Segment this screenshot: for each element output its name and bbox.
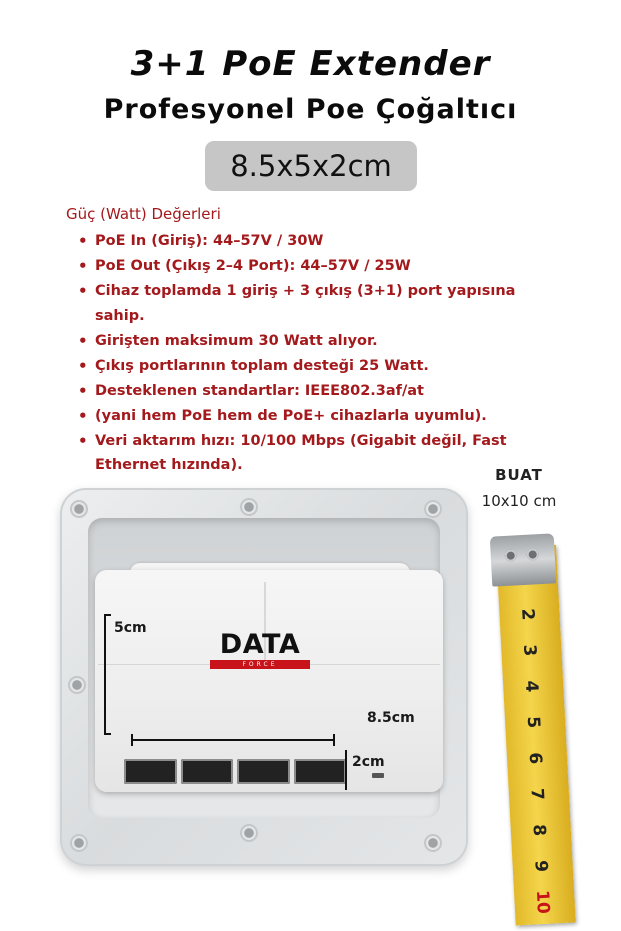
tape-number: 3 [519, 643, 540, 657]
brand-name: DATA [219, 629, 301, 660]
height-measure-cap [104, 733, 111, 735]
spec-list [76, 229, 546, 478]
spec-item: • Veri aktarım hızı: 10/100 Mbps (Gigabit değil, Fast Ethernet hızında). [76, 429, 546, 478]
dimensions-badge: 8.5x5x2cm [205, 141, 417, 191]
tape-number: 2 [517, 608, 538, 621]
ethernet-ports [124, 759, 346, 784]
screw-hole-icon [70, 834, 88, 852]
tape-number: 6 [524, 751, 546, 765]
ethernet-port-icon [237, 759, 290, 784]
width-measure-cap [131, 734, 133, 746]
height-label: 5cm [114, 620, 147, 636]
tape-number: 10 [531, 889, 554, 915]
screw-hole-icon [240, 824, 258, 842]
height-measure-cap [104, 614, 111, 616]
width-measure-cap [333, 734, 335, 746]
spec-item: • Çıkış portlarının toplam desteği 25 Watt. [76, 354, 546, 379]
spec-heading: Güç (Watt) Değerleri [66, 205, 221, 223]
spec-item: • (yani hem PoE hem de PoE+ cihazlarla uyumlu). [76, 404, 546, 429]
screw-hole-icon [424, 500, 442, 518]
ethernet-port-icon [124, 759, 177, 784]
spec-item: • Girişten maksimum 30 Watt alıyor. [76, 329, 546, 354]
page-subtitle: Profesyonel Poe Çoğaltıcı [103, 94, 518, 125]
screw-hole-icon [424, 834, 442, 852]
spec-item: • PoE Out (Çıkış 2–4 Port): 44–57V / 25W [76, 254, 546, 279]
box-label-size: 10x10 cm [481, 492, 557, 510]
tape-number: 5 [522, 715, 544, 729]
tape-number: 4 [520, 679, 542, 693]
ethernet-port-icon [294, 759, 347, 784]
tape-hook-icon [490, 533, 557, 586]
height-measure-line [104, 614, 106, 734]
rivet-icon [526, 548, 539, 561]
spec-item: • PoE In (Giriş): 44–57V / 30W [76, 229, 546, 254]
width-label: 8.5cm [367, 710, 415, 726]
rivet-icon [504, 549, 517, 562]
brand-sub: FORCE [210, 660, 310, 669]
tape-number: 9 [530, 859, 551, 873]
width-measure-line [131, 739, 335, 741]
brand-logo [210, 630, 310, 669]
screw-hole-icon [68, 676, 86, 694]
screw-hole-icon [240, 498, 258, 516]
ethernet-port-icon [181, 759, 234, 784]
spec-item: • Desteklenen standartlar: IEEE802.3af/at [76, 379, 546, 404]
box-label-title: BUAT [495, 466, 543, 484]
depth-measure-line [345, 750, 347, 790]
page-title: 3+1 PoE Extender [130, 44, 491, 84]
tape-number: 7 [526, 787, 548, 801]
screw-hole-icon [70, 500, 88, 518]
tape-number: 8 [528, 823, 550, 837]
status-led-icon [372, 773, 384, 778]
spec-item: • Cihaz toplamda 1 giriş + 3 çıkış (3+1) port yapısına sahip. [76, 279, 546, 328]
depth-label: 2cm [352, 754, 385, 770]
